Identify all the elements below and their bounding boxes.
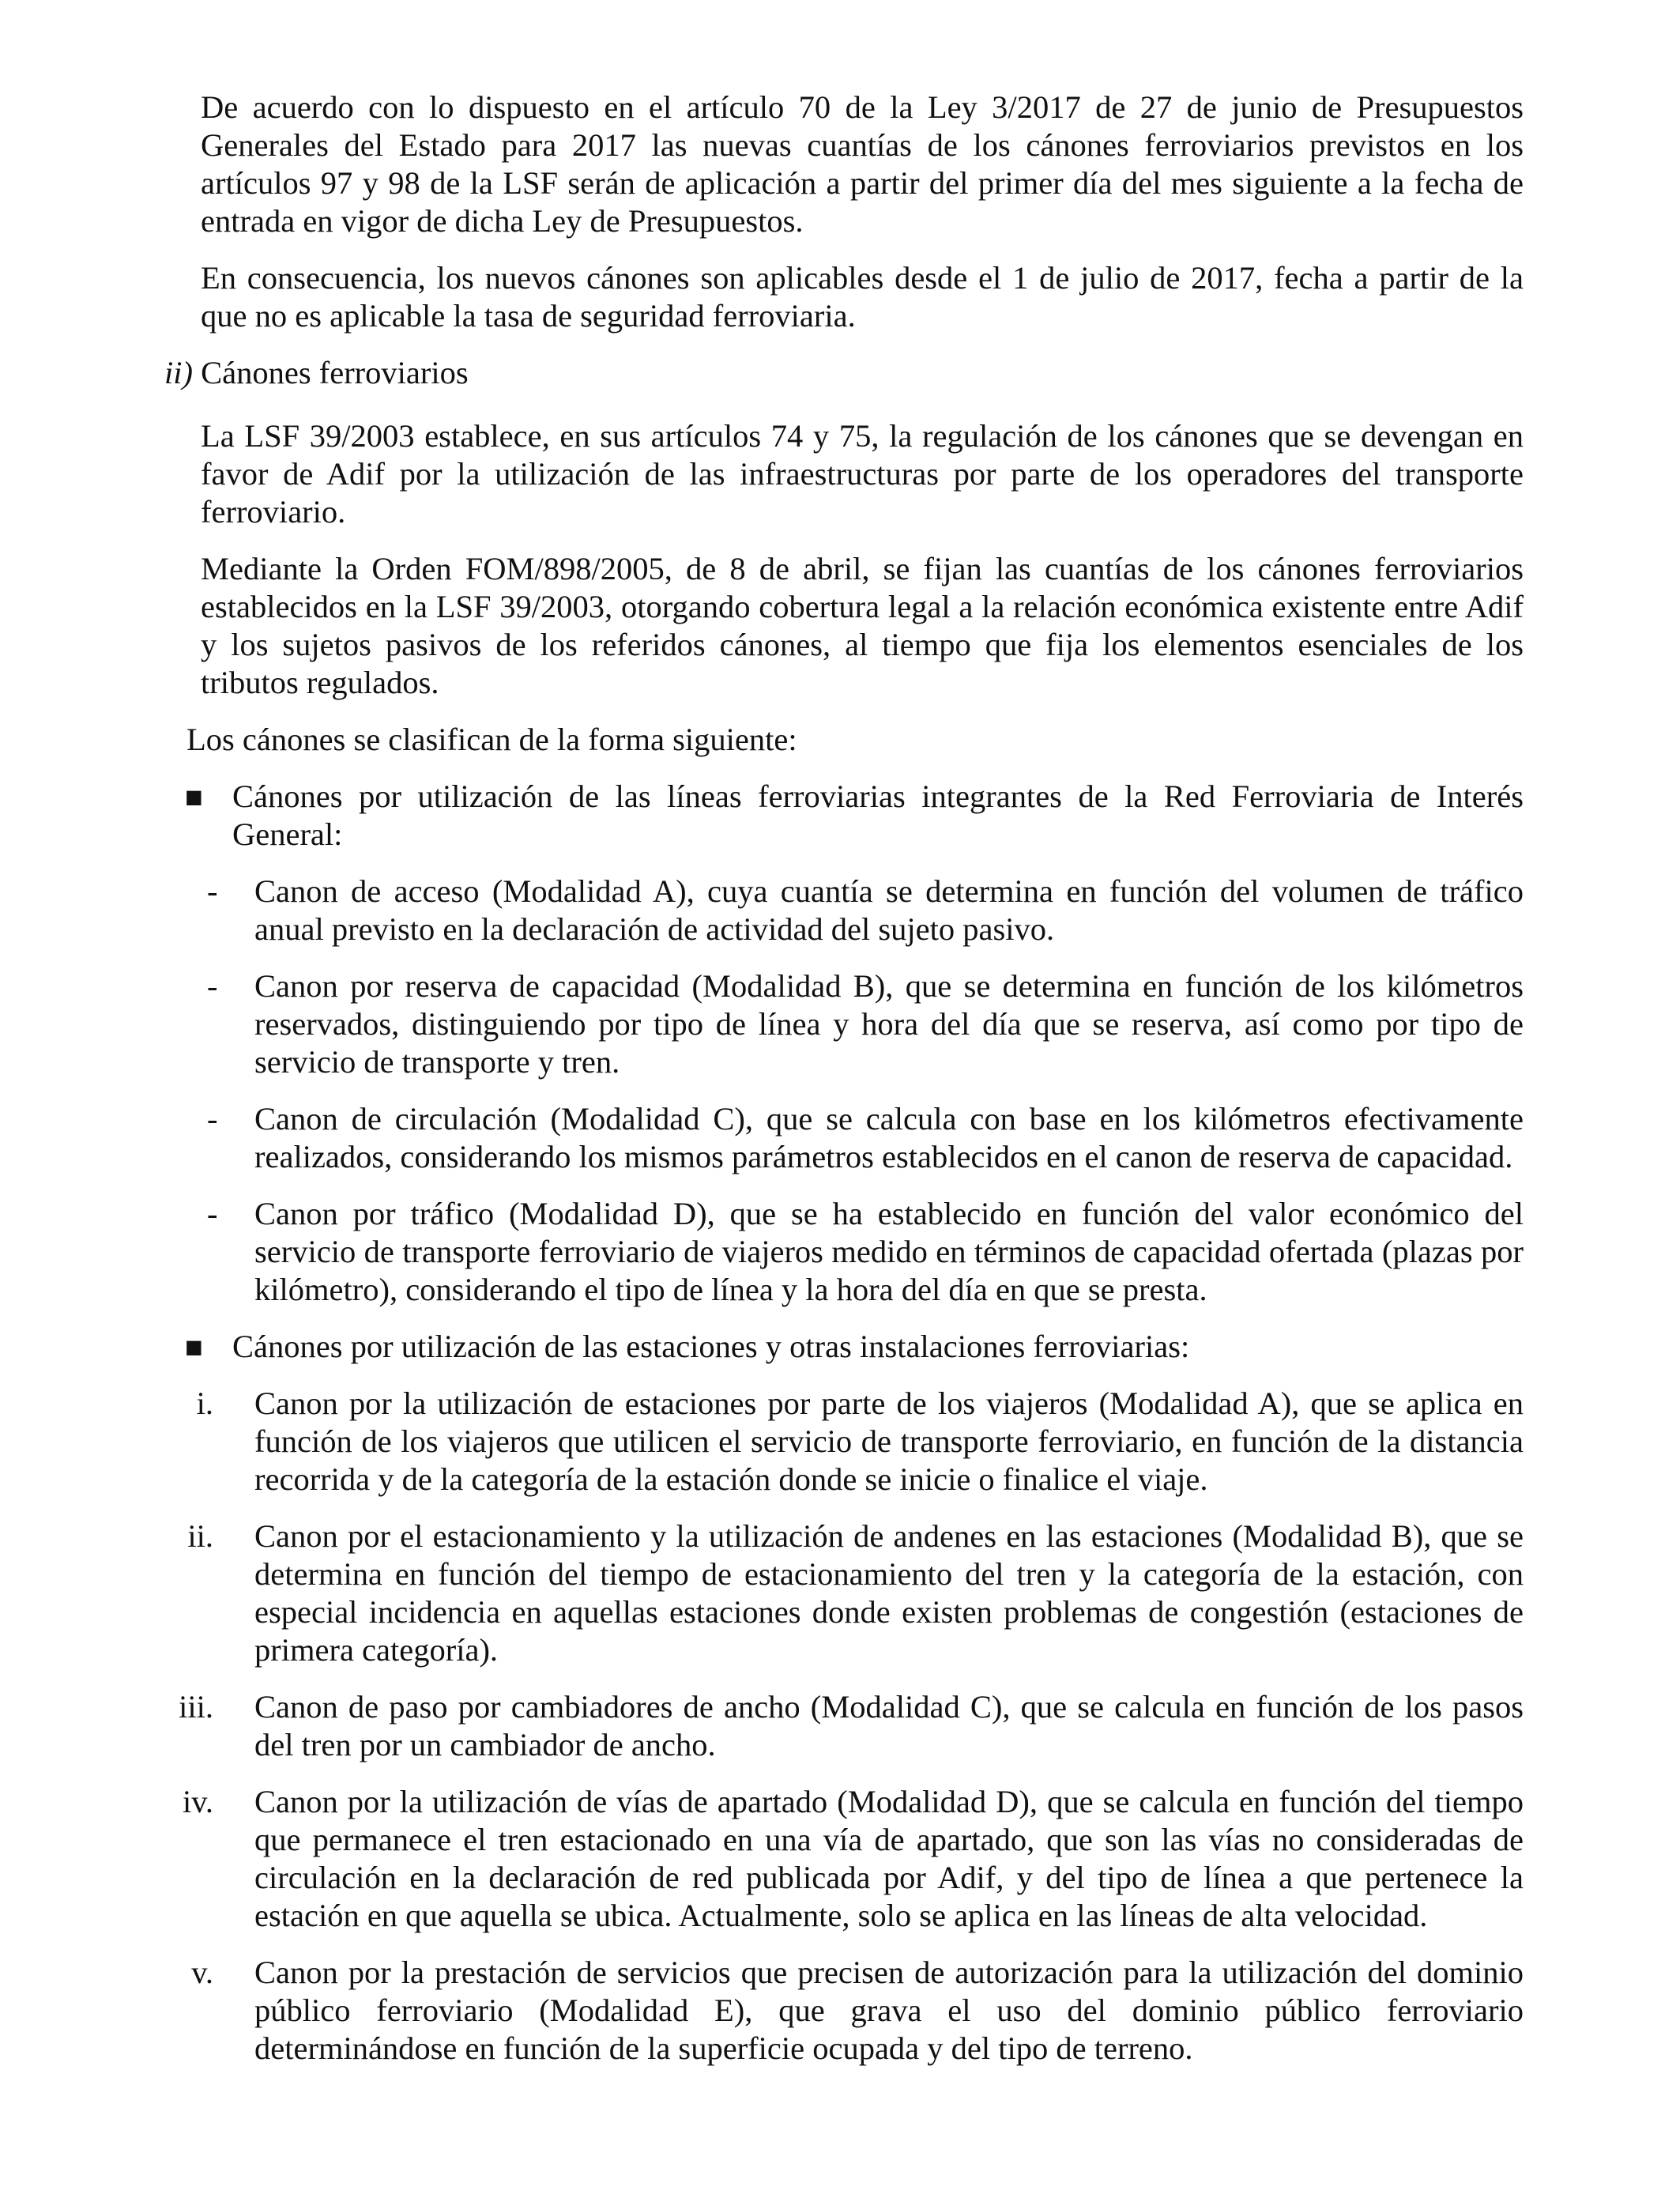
list-item-text: Canon por la utilización de estaciones por parte de los viajeros (Modalidad A), que se aplica en función de los viajeros que utilicen el servicio de transporte ferroviario, en función de la distancia recorrida y de la categoría de la estación donde se inicie o finalice el viaje. bbox=[254, 1385, 1524, 1497]
roman-numeral: iv. bbox=[183, 1784, 213, 1819]
list-item-text: Canon por tráfico (Modalidad D), que se ha establecido en función del valor económico del servicio de transporte ferroviario de viajeros medido en términos de capacidad ofertada (plazas por kilómetro), considerando el tipo de línea y la hora del día en que se presta. bbox=[254, 1196, 1524, 1307]
list-item-text: Canon por el estacionamiento y la utilización de andenes en las estaciones (Modalidad B), que se determina en función del tiempo de estacionamiento del tren y la categoría de la estación, con especial incidencia en aquellas estaciones donde existen problemas de congestión (estaciones de primera categoría). bbox=[254, 1518, 1524, 1668]
dash-marker: - bbox=[207, 873, 218, 909]
square-bullet-icon: ■ bbox=[185, 1336, 203, 1358]
bullet-text: Cánones por utilización de las estaciones y otras instalaciones ferroviarias: bbox=[232, 1329, 1190, 1364]
section-heading-number: ii) bbox=[164, 355, 193, 390]
paragraph-consecuencia: En consecuencia, los nuevos cánones son aplicables desde el 1 de julio de 2017, fecha a partir de la que no es aplicable la tasa de seguridad ferroviaria. bbox=[201, 260, 1524, 334]
list-item-text: Canon por reserva de capacidad (Modalidad B), que se determina en función de los kilómetros reservados, distinguiendo por tipo de línea y hora del día que se reserva, así como por tipo de servicio de transporte y tren. bbox=[254, 968, 1524, 1080]
paragraph-lsf: La LSF 39/2003 establece, en sus artículos 74 y 75, la regulación de los cánones que se devengan en favor de Adif por la utilización de las infraestructuras por parte de los operadores del transporte ferroviario. bbox=[201, 418, 1524, 530]
list-item-text: Canon de acceso (Modalidad A), cuya cuantía se determina en función del volumen de tráfico anual previsto en la declaración de actividad del sujeto pasivo. bbox=[254, 873, 1524, 947]
roman-numeral: ii. bbox=[187, 1518, 213, 1554]
dash-marker: - bbox=[207, 1196, 218, 1231]
section-heading bbox=[164, 354, 1508, 392]
roman-numeral: iii. bbox=[179, 1689, 213, 1725]
dash-marker: - bbox=[207, 968, 218, 1004]
square-bullet-icon: ■ bbox=[185, 786, 203, 808]
paragraph-presupuestos: De acuerdo con lo dispuesto en el artículo 70 de la Ley 3/2017 de 27 de junio de Presupuestos Generales del Estado para 2017 las nuevas cuantías de los cánones ferroviarios previstos en los artículos 97 y 98 de la LSF serán de aplicación a partir del primer día del mes siguiente a la fecha de entrada en vigor de dicha Ley de Presupuestos. bbox=[201, 89, 1524, 239]
roman-numeral: i. bbox=[196, 1385, 213, 1421]
paragraph-orden-fom: Mediante la Orden FOM/898/2005, de 8 de abril, se fijan las cuantías de los cánones ferroviarios establecidos en la LSF 39/2003, otorgando cobertura legal a la relación económica existente entre Adif y los sujetos pasivos de los referidos cánones, al tiempo que fija los elementos esenciales de los tributos regulados. bbox=[201, 551, 1524, 700]
dash-marker: - bbox=[207, 1101, 218, 1137]
list-item-text: Canon por la prestación de servicios que precisen de autorización para la utilización del dominio público ferroviario (Modalidad E), que grava el uso del dominio público ferroviario determinándose en función de la superficie ocupada y del tipo de terreno. bbox=[254, 1955, 1524, 2066]
bullet-text: Cánones por utilización de las líneas ferroviarias integrantes de la Red Ferroviaria de Interés General: bbox=[232, 778, 1524, 852]
section-heading-title: Cánones ferroviarios bbox=[201, 355, 469, 390]
classification-intro: Los cánones se clasifican de la forma siguiente: bbox=[186, 722, 797, 757]
list-item-text: Canon de circulación (Modalidad C), que se calcula con base en los kilómetros efectivamente realizados, considerando los mismos parámetros establecidos en el canon de reserva de capacidad. bbox=[254, 1101, 1524, 1174]
list-item-text: Canon por la utilización de vías de apartado (Modalidad D), que se calcula en función del tiempo que permanece el tren estacionado en una vía de apartado, que son las vías no consideradas de circulación en la declaración de red publicada por Adif, y del tipo de línea a que pertenece la estación en que aquella se ubica. Actualmente, solo se aplica en las líneas de alta velocidad. bbox=[254, 1784, 1524, 1933]
roman-numeral: v. bbox=[191, 1955, 213, 1990]
list-item-text: Canon de paso por cambiadores de ancho (Modalidad C), que se calcula en función de los pasos del tren por un cambiador de ancho. bbox=[254, 1689, 1524, 1762]
